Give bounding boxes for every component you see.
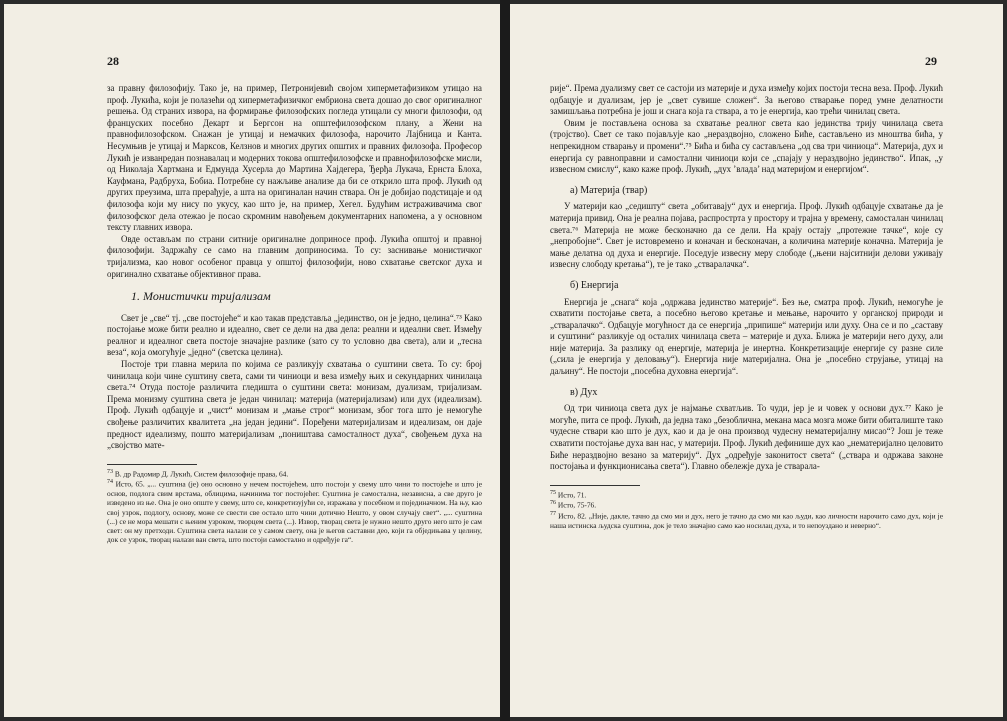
right-page — [510, 4, 1003, 717]
paragraph: Овим је постављена основа за схватање реалног света као јединства трију чинилаца света (тројство). Свет се тако појављује као „нераздвојно, сложено Биће, састављено из мноштва бића, у непрекидном стварању и промени“.⁷⁵ Бића и бића су састављена „од сва три чиниоца“. Материја, дух и енергија су равноправни и самостални чиниоци који се „спајају у нераздвојно јединство“. Ипак, „у извесном смислу“, како каже проф. Лукић, „дух ’влада’ над материјом и енергијом“. — [550, 117, 943, 175]
footnote-text: Исто, 71. — [557, 490, 587, 500]
subsection-heading: а) Материја (твар) — [570, 184, 648, 196]
footnote-74: $^{74}$ Исто, 65. „... суштина (је) оно основно у нечем постојећем, што постоји у свему што чини то постојеће и што је основ, подлога свим врстама, облицима, начинима тог постојећег. Суштина је самостална, независна, а све друго је изведено из ње. Она је оно опште у свему, што се, конкретизујући се, изражава у посебном и појединачном. На њу, као свој узрок, подлогу, основу, може се свести све остало што чини дотично Нешто, у овом случају свет“. „... суштина (...) се не мора мешати с њеним узроком, творцем света (...). Извор, творац света је нужно нешто друго него што је сам свет: он му претходи. Суштина света налази се у самом свету, она је његов саставни део, који га обједињава у целину, док се узрок, творац налази ван света, што постоји самостално и одређује га“. — [107, 479, 482, 545]
subsection-heading: в) Дух — [570, 386, 598, 398]
footnote-text: Исто, 82. „Није, дакле, тачно да смо ми и дух, него је тачно да смо ми као људи, као личности нарочито само дух, који је наша истинска људска суштина, док је тело значајно само као носилац духа, и то непоуздано и неверно“. — [550, 511, 943, 530]
section-heading: 1. Монистички тријализам — [131, 289, 271, 304]
paragraph: Свет је „све“ тј. „све постојеће“ и као такав представља „јединство, он је једно, целина“.⁷³ Како постојање може бити реално и идеално, свет се дели на два дела: реални и идеални свет. Између реалног и идеалног света постоје значајне разлике (зато су то условно два света), али и „тесна веза“, која омогућује „једно“ (светска целина). — [107, 312, 482, 358]
paragraph: Енергија је „снага“ која „одржава јединство материје“. Без ње, сматра проф. Лукић, немогуће је схватити постојање света, а посебно његово кретање и мењање, нарочито у органској природи и „стваралачко“. Одбацује могућност да се енергија „припише“ материји или духу. Она се и по „саставу и суштини“ разликује од осталих чинилаца света – материје и духа. Ближа је материји него духу, али није материја. За разлику од енергије, материја је инертна. Конкретизације енергије су разне силе („сила је енергија у деловању“). Енергија није материјална. Она је „посебно струјање, утицај на даљину“. Не постоји „посебна духовна енергија“. — [550, 296, 943, 377]
page-number: 28 — [107, 54, 119, 68]
paragraph: за правну филозофију. Тако је, на пример, Петронијевић својом хиперметафизиком утицао на проф. Лукића, који је полазећи од хиперметафизичког ембриона света дошао до свог оригиналног решења. Од страних извора, на формирање филозофских погледа утицали су многи филозофи, од француских посебно Декарт и Бергсон на општефилозофском плану, а Жени на правнофилозофском. Снажан је утицај и немачких филозофа, нарочито Лајбница и Канта. Несумњив је утицај и Марксов, Келзнов и многих других општих и правних филозофа. Професор Лукић је изванредан познавалац и модерних токова општефилозофске и правнофилозофске мисли, од Николаја Хартмана и Едмунда Хусерла до Мартина Хајдегера, Ђерђа Лукача, Ернста Блоха, Кауфмана, Радбруха, Бобиа. Потребне су нажљиве анализе да би се открило шта проф. Лукић од других преузима, шта прерађује, а шта на оригиналан начин ствара. Он је добијао подстицаје и од филозофа који му нису по укусу, као што је, на пример, Хегел. Будућим истраживачима свог филозофског дела отежао је посао скромним навођењем документарних напомена, а у основном тексту главних извора. — [107, 83, 482, 233]
paragraph: Од три чиниоца света дух је најмање схватљив. То чуди, јер је и човек у основи дух.⁷⁷ Како је могуће, пита се проф. Лукић, да једна тако „безоблична, мекана маса мозга може бити обиталиште тако чудесне ствари као што је дух, као и да је она производ чудесну нематеријалну мисао“? Још је теже схватити постојање духа ван нас, у материји. Проф. Лукић дефинише дух као „нематеријално целовито Биће нераздвојно везано за материју“. Дух „одређује законитост света“ („ствара и одржава законе постојања и функционисања света“). Главно обележје духа је стварала- — [550, 403, 943, 472]
footnote-text: В. др Радомир Д. Лукић, Систем филозофије права, 64. — [114, 469, 289, 479]
footnote-divider — [550, 485, 640, 486]
footnote-text: Исто, 65. „... суштина (је) оно основно у нечем постојећем, што постоји у свему што чини то постојеће и што је основ, подлога свим врстама, облицима, начинима тог постојећег. Суштина је самостална, независна, а све друго је изведено из ње. Она је оно опште у свему, што се, конкретизујући се, изражава у посебном и појединачном. На њу, као свој узрок, подлогу, основу, може се свести све остало што чини дотично Нешто, у овом случају свет“. „... суштина (...) се не мора мешати с њеним узроком, творцем света (...). Извор, творац света је нужно нешто друго него што је сам свет: он му претходи. Суштина света налази се у самом свету, она је његов саставни део, који га обједињава у целину, док се узрок, творац налази ван света, што постоји самостално и одређује га“. — [107, 479, 482, 545]
left-page — [4, 4, 500, 717]
footnote-73: $^{73}$ В. др Радомир Д. Лукић, Систем филозофије права, 64. — [107, 468, 289, 479]
subsection-heading: б) Енергија — [570, 279, 619, 291]
book-gutter — [500, 0, 510, 721]
footnote-text: Исто, 75-76. — [557, 500, 597, 510]
footnote-divider — [107, 464, 197, 465]
footnote-77: $^{77}$ Исто, 82. „Није, дакле, тачно да смо ми и дух, него је тачно да смо ми као људи, као личности нарочито само дух, који је наша истинска људска суштина, док је тело значајно само као носилац духа, и то непоуздано и неверно“. — [550, 511, 943, 530]
paragraph: Постоје три главна мерила по којима се разликују схватања о суштини света. То су: број чинилаца који чине суштину света, сами ти чиниоци и веза између њих и секундарних чинилаца света.⁷⁴ Отуда постоје различита гледишта о суштини света: монизам, дуализам, тријализам. Према монизму суштина света је један чинилац: материја (материјализам) или дух (идеализам). Проф. Лукић одбацује и „чист“ монизам и „мање строг“ монизам, због тога што је немогуће свођење различитих квалитета „на један једини“. Поређени материјализам и идеализам, он даје предност идеализму, пошто материјализам „поништава самосталност духа“, свођењем духа на „својство мате- — [107, 359, 482, 451]
footnote-76: $^{76}$ Исто, 75-76. — [550, 500, 597, 510]
footnote-75: $^{75}$ Исто, 71. — [550, 489, 587, 500]
body-text — [550, 83, 943, 530]
paragraph: Овде остављам по страни ситније оригиналне доприносе проф. Лукића општој и правној филозофији. Задржаћу се само на главним доприносима. То су: заснивање монистичког тријализма, као новог особеног правца у општој филозофији, ново схватање светског духа и оригинално схватање објективног права. — [107, 233, 482, 279]
page-number: 29 — [925, 54, 937, 68]
body-text — [107, 83, 482, 544]
paragraph: У материји као „седишту“ света „обитавају“ дух и енергија. Проф. Лукић одбацује схватање да је материја привид. Она је реална појава, распрострта у простору и трајна у времену, самосталан чинилац света.⁷⁶ Материја не може бесконачно да се дели. На крају остају „протежне тачке“, које су „непробојне“. Свет је истовремено и коначан и бесконачан, а количина материје коначна. Материја је мање делатна од духа и енергије. Поседује извесну меру слободе („њени најситнији делови уживају извесну слободу кретања“), те је тако „стваралачка“. — [550, 201, 943, 270]
paragraph: рије“. Према дуализму свет се састоји из материје и духа између којих постоји тесна веза. Проф. Лукић одбацује и дуализам, јер је „свет сувише сложен“. За његово стварање поред умне делатности замишљања потребна је још и снага која га ствара, а то је енергија, као трећи чинилац света. — [550, 83, 943, 117]
